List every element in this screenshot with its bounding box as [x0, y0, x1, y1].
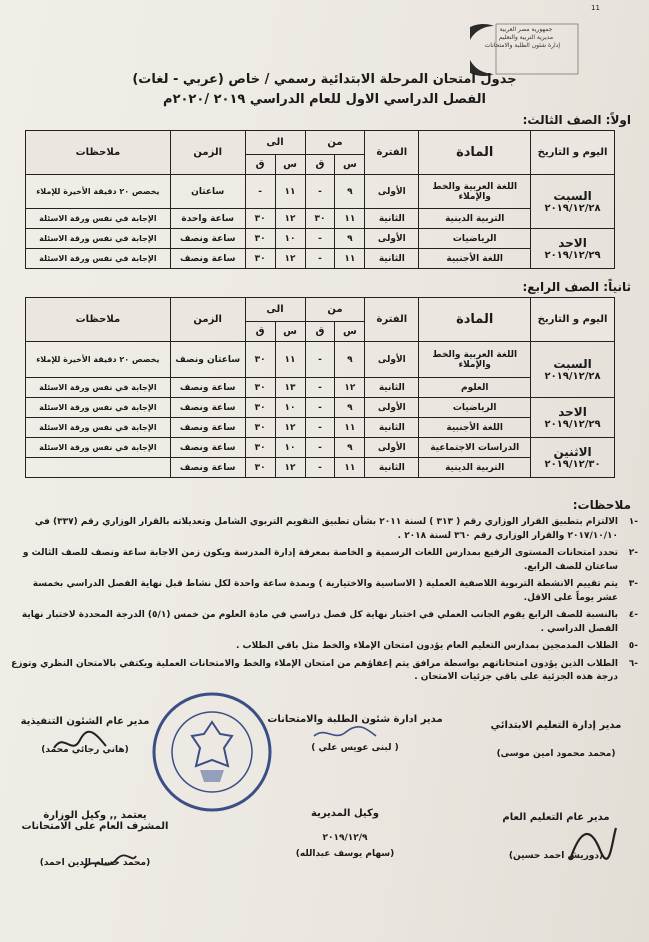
note-cell: الإجابة في نفس ورقة الاسئلة [26, 378, 171, 398]
day-name: السبت [553, 357, 592, 371]
period-cell: الأولى [365, 438, 419, 458]
handwritten-signature-icon [310, 724, 380, 744]
table-row [26, 458, 615, 478]
note-item [10, 578, 640, 605]
signature-title: مدير ادارة شئون الطلبة والامتحانات [267, 714, 443, 725]
day-date: ٢٠١٩/١٢/٢٩ [544, 250, 601, 261]
day-name: الاحد [558, 236, 587, 250]
to-hour-cell: ١٠ [275, 398, 305, 418]
grade4-schedule-table [25, 297, 615, 478]
duration-cell: ساعة ونصف [170, 398, 245, 418]
period-cell: الأولى [365, 398, 419, 418]
handwritten-signature-icon [80, 850, 140, 875]
header-to-hour: س [275, 155, 305, 175]
note-number: -٢ [628, 548, 638, 558]
to-hour-cell: ١٠ [275, 438, 305, 458]
subject-cell: الرياضيات [419, 229, 531, 249]
to-minute-cell: ٣٠ [245, 342, 275, 378]
duration-cell: ساعتان ونصف [170, 342, 245, 378]
period-cell: الثانية [365, 378, 419, 398]
note-cell: الإجابة في نفس ورقة الاسئلة [26, 418, 171, 438]
from-hour-cell: ٩ [335, 342, 365, 378]
duration-cell: ساعة واحدة [170, 209, 245, 229]
signature-date: ٢٠١٩/١٢/٩ [322, 833, 368, 843]
to-hour-cell: ١٢ [275, 209, 305, 229]
day-cell [531, 438, 615, 478]
table-row [26, 418, 615, 438]
header-period: الفترة [365, 298, 419, 342]
note-text: يتم تقييم الانشطة التربوية اللاصفية العملية ( الاساسية والاختيارية ) وبمدة ساعة واحدة لكل نشاط قبل نهاية الفصل الدراسي بخمسة عشر يوماً على الاقل. [32, 579, 618, 603]
subject-cell: اللغة العربية والخط والإملاء [419, 342, 531, 378]
from-hour-cell: ٩ [335, 438, 365, 458]
to-hour-cell: ١٢ [275, 458, 305, 478]
from-minute-cell: - [305, 378, 335, 398]
header-to-minute: ق [245, 322, 275, 342]
note-item [10, 609, 640, 636]
subject-cell: اللغة الأجنبية [419, 418, 531, 438]
signature-title: مدير إدارة التعليم الابتدائي [490, 720, 622, 731]
note-number: -٣ [628, 579, 638, 589]
from-hour-cell: ١١ [335, 458, 365, 478]
subject-cell: التربية الدينية [419, 458, 531, 478]
day-name: الاحد [558, 405, 587, 419]
note-number: -١ [628, 517, 638, 527]
from-minute-cell: - [305, 438, 335, 458]
signature-title: مدير عام التعليم العام [502, 812, 610, 823]
subject-cell: اللغة العربية والخط والإملاء [419, 175, 531, 209]
duration-cell: ساعة ونصف [170, 249, 245, 269]
note-number: -٥ [628, 641, 638, 651]
header-from-hour: س [335, 155, 365, 175]
subject-cell: الدراسات الاجتماعية [419, 438, 531, 458]
signature-undersecretary [275, 808, 415, 859]
table-row [26, 209, 615, 229]
note-number: -٤ [628, 610, 638, 620]
day-name: الاثنين [553, 445, 592, 459]
handwritten-signature-icon [560, 820, 620, 865]
note-number: -٦ [628, 658, 638, 669]
signature-name: ( لبنى عويس علي ) [311, 743, 399, 753]
day-date: ٢٠١٩/١٢/٢٩ [544, 419, 601, 430]
period-cell: الثانية [365, 418, 419, 438]
header-day-date: اليوم و التاريخ [531, 298, 615, 342]
notes-title: ملاحظات: [572, 498, 631, 512]
to-minute-cell: - [245, 175, 275, 209]
header-notes: ملاحظات [26, 131, 171, 175]
subject-cell: العلوم [419, 378, 531, 398]
signature-title: وكيل المديرية [311, 808, 379, 819]
day-cell [531, 342, 615, 398]
note-item [10, 516, 640, 543]
note-item [10, 640, 640, 654]
period-cell: الأولى [365, 342, 419, 378]
note-cell: الإجابة في نفس ورقة الاسئلة [26, 398, 171, 418]
header-duration: الزمن [170, 298, 245, 342]
header-duration: الزمن [170, 131, 245, 175]
note-item [10, 547, 640, 574]
document-title: جدول امتحان المرحلة الابتدائية رسمي / خاص (عربي - لغات) [132, 72, 517, 87]
to-minute-cell: ٣٠ [245, 209, 275, 229]
duration-cell: ساعة ونصف [170, 229, 245, 249]
day-cell [531, 398, 615, 438]
note-text: الالتزام بتطبيق القرار الوزاري رقم ( ٣١٣ ) لسنة ٢٠١١ بشأن تطبيق التقويم التربوي الشامل وتعديلاته بالقرار الوزاري رقم (٣٣٧) في ٢٠١٧/١٠/١٠ والقرار الوزاري رقم ٣٦٠ لسنة ٢٠١٨ . [34, 517, 618, 541]
to-hour-cell: ١٢ [275, 418, 305, 438]
note-cell: الإجابة في نفس ورقة الاسئلة [26, 249, 171, 269]
signature-name: (سهام يوسف عبدالله) [295, 849, 395, 859]
from-hour-cell: ١١ [335, 209, 365, 229]
grade3-heading: اولاً: الصف الثالث: [522, 113, 631, 127]
to-minute-cell: ٣٠ [245, 378, 275, 398]
from-minute-cell: - [305, 458, 335, 478]
day-date: ٢٠١٩/١٢/٣٠ [544, 459, 601, 470]
header-from-minute: ق [305, 322, 335, 342]
note-cell: الإجابة في نفس ورقة الاسئلة [26, 438, 171, 458]
day-cell [531, 175, 615, 229]
to-hour-cell: ١١ [275, 175, 305, 209]
from-minute-cell: - [305, 398, 335, 418]
to-hour-cell: ١٠ [275, 229, 305, 249]
logo-line-2: مديرية التربية والتعليم [498, 34, 554, 41]
from-hour-cell: ٩ [335, 398, 365, 418]
note-cell: يخصص ٢٠ دقيقة الأخيرة للإملاء [26, 342, 171, 378]
subject-cell: التربية الدينية [419, 209, 531, 229]
duration-cell: ساعتان [170, 175, 245, 209]
from-hour-cell: ١١ [335, 418, 365, 438]
header-day-date: اليوم و التاريخ [531, 131, 615, 175]
logo-text [484, 26, 560, 50]
duration-cell: ساعة ونصف [170, 458, 245, 478]
note-text: بالنسبة للصف الرابع يقوم الجانب العملي في اختبار نهاية كل فصل دراسي في مادة العلوم من خمس (٥/١) الدرجة المحددة لاختبار نهاية الفصل الدراسي . [21, 610, 618, 634]
from-hour-cell: ٩ [335, 175, 365, 209]
duration-cell: ساعة ونصف [170, 418, 245, 438]
grade4-heading: ثانياً: الصف الرابع: [522, 280, 631, 294]
header-from: من [305, 298, 365, 322]
signature-title: يعتمد ,, وكيل الوزارة [43, 810, 147, 821]
table-row [26, 175, 615, 209]
signature-title: مدير عام الشئون التنفيذية [20, 716, 150, 727]
to-minute-cell: ٣٠ [245, 398, 275, 418]
note-item [10, 658, 640, 685]
period-cell: الأولى [365, 175, 419, 209]
to-minute-cell: ٣٠ [245, 249, 275, 269]
from-minute-cell: - [305, 175, 335, 209]
duration-cell: ساعة ونصف [170, 438, 245, 458]
header-from-hour: س [335, 322, 365, 342]
day-date: ٢٠١٩/١٢/٢٨ [544, 371, 601, 382]
logo-line-3: إدارة شئون الطلبة والامتحانات [484, 42, 560, 49]
day-cell [531, 229, 615, 269]
table-row [26, 229, 615, 249]
handwritten-signature-icon [50, 728, 110, 758]
signature-name: (هاني رجائي محمد) [41, 745, 129, 755]
to-minute-cell: ٣٠ [245, 438, 275, 458]
header-from-minute: ق [305, 155, 335, 175]
table-row [26, 342, 615, 378]
header-notes: ملاحظات [26, 298, 171, 342]
day-name: السبت [553, 189, 592, 203]
notes-list [10, 516, 640, 689]
period-cell: الثانية [365, 209, 419, 229]
note-cell: الإجابة في نفس ورقة الاسئلة [26, 229, 171, 249]
header-to: الى [245, 131, 305, 155]
signature-name: (محمد محمود امين موسى) [496, 749, 616, 759]
from-minute-cell: - [305, 418, 335, 438]
note-text: تحدد امتحانات المستوى الرفيع بمدارس اللغات الرسمية و الخاصة بمعرفة إدارة المدرسة ويكون زمن الاجابة ساعة ونصف للصف الثالث و ساعتان للصف الرابع. [22, 548, 618, 572]
signature-primary-education [481, 720, 631, 759]
duration-cell: ساعة ونصف [170, 378, 245, 398]
signature-name: (دوريش احمد حسين) [508, 851, 604, 861]
to-minute-cell: ٣٠ [245, 418, 275, 438]
to-hour-cell: ١٢ [275, 249, 305, 269]
document-subtitle: الفصل الدراسي الاول للعام الدراسي ٢٠١٩ /٢٠٢٠م [163, 92, 486, 107]
table-row [26, 398, 615, 418]
from-hour-cell: ١١ [335, 249, 365, 269]
day-date: ٢٠١٩/١٢/٢٨ [544, 203, 601, 214]
note-cell: الإجابة في نفس ورقة الاسئلة [26, 209, 171, 229]
to-hour-cell: ١٣ [275, 378, 305, 398]
period-cell: الأولى [365, 229, 419, 249]
note-cell: يخصص ٢٠ دقيقة الأخيرة للإملاء [26, 175, 171, 209]
header-period: الفترة [365, 131, 419, 175]
header-subject: المادة [419, 131, 531, 175]
to-hour-cell: ١١ [275, 342, 305, 378]
to-minute-cell: ٣٠ [245, 458, 275, 478]
period-cell: الثانية [365, 458, 419, 478]
header-subject: المادة [419, 298, 531, 342]
corner-mark: 11 [591, 4, 600, 12]
from-minute-cell: ٣٠ [305, 209, 335, 229]
header-to-hour: س [275, 322, 305, 342]
table-row [26, 378, 615, 398]
logo-line-1: جمهورية مصر العربية [499, 26, 553, 33]
header-to: الى [245, 298, 305, 322]
header-to-minute: ق [245, 155, 275, 175]
signature-title-2: المشرف العام على الامتحانات [21, 821, 169, 832]
from-minute-cell: - [305, 249, 335, 269]
header-from: من [305, 131, 365, 155]
table-row [26, 249, 615, 269]
from-minute-cell: - [305, 342, 335, 378]
table-row [26, 438, 615, 458]
signature-name: (محمد حسام الدين احمد) [39, 858, 151, 868]
subject-cell: اللغة الأجنبية [419, 249, 531, 269]
from-hour-cell: ١٢ [335, 378, 365, 398]
subject-cell: الرياضيات [419, 398, 531, 418]
from-hour-cell: ٩ [335, 229, 365, 249]
note-text: الطلاب المدمجين بمدارس التعليم العام يؤدون امتحان الإملاء والخط مثل باقي الطلاب . [235, 641, 618, 651]
note-text: الطلاب الذين يؤدون امتحاناتهم بواسطة مرافق يتم إعفاؤهم من امتحان الإملاء والخط والامتحانات العملية ويكتفي بالامتحان النظري وتوزع درجة هذه الجزئية على باقي جزئيات الامتحان . [11, 658, 618, 682]
to-minute-cell: ٣٠ [245, 229, 275, 249]
note-cell [26, 458, 171, 478]
grade3-schedule-table [25, 130, 615, 269]
period-cell: الثانية [365, 249, 419, 269]
from-minute-cell: - [305, 229, 335, 249]
